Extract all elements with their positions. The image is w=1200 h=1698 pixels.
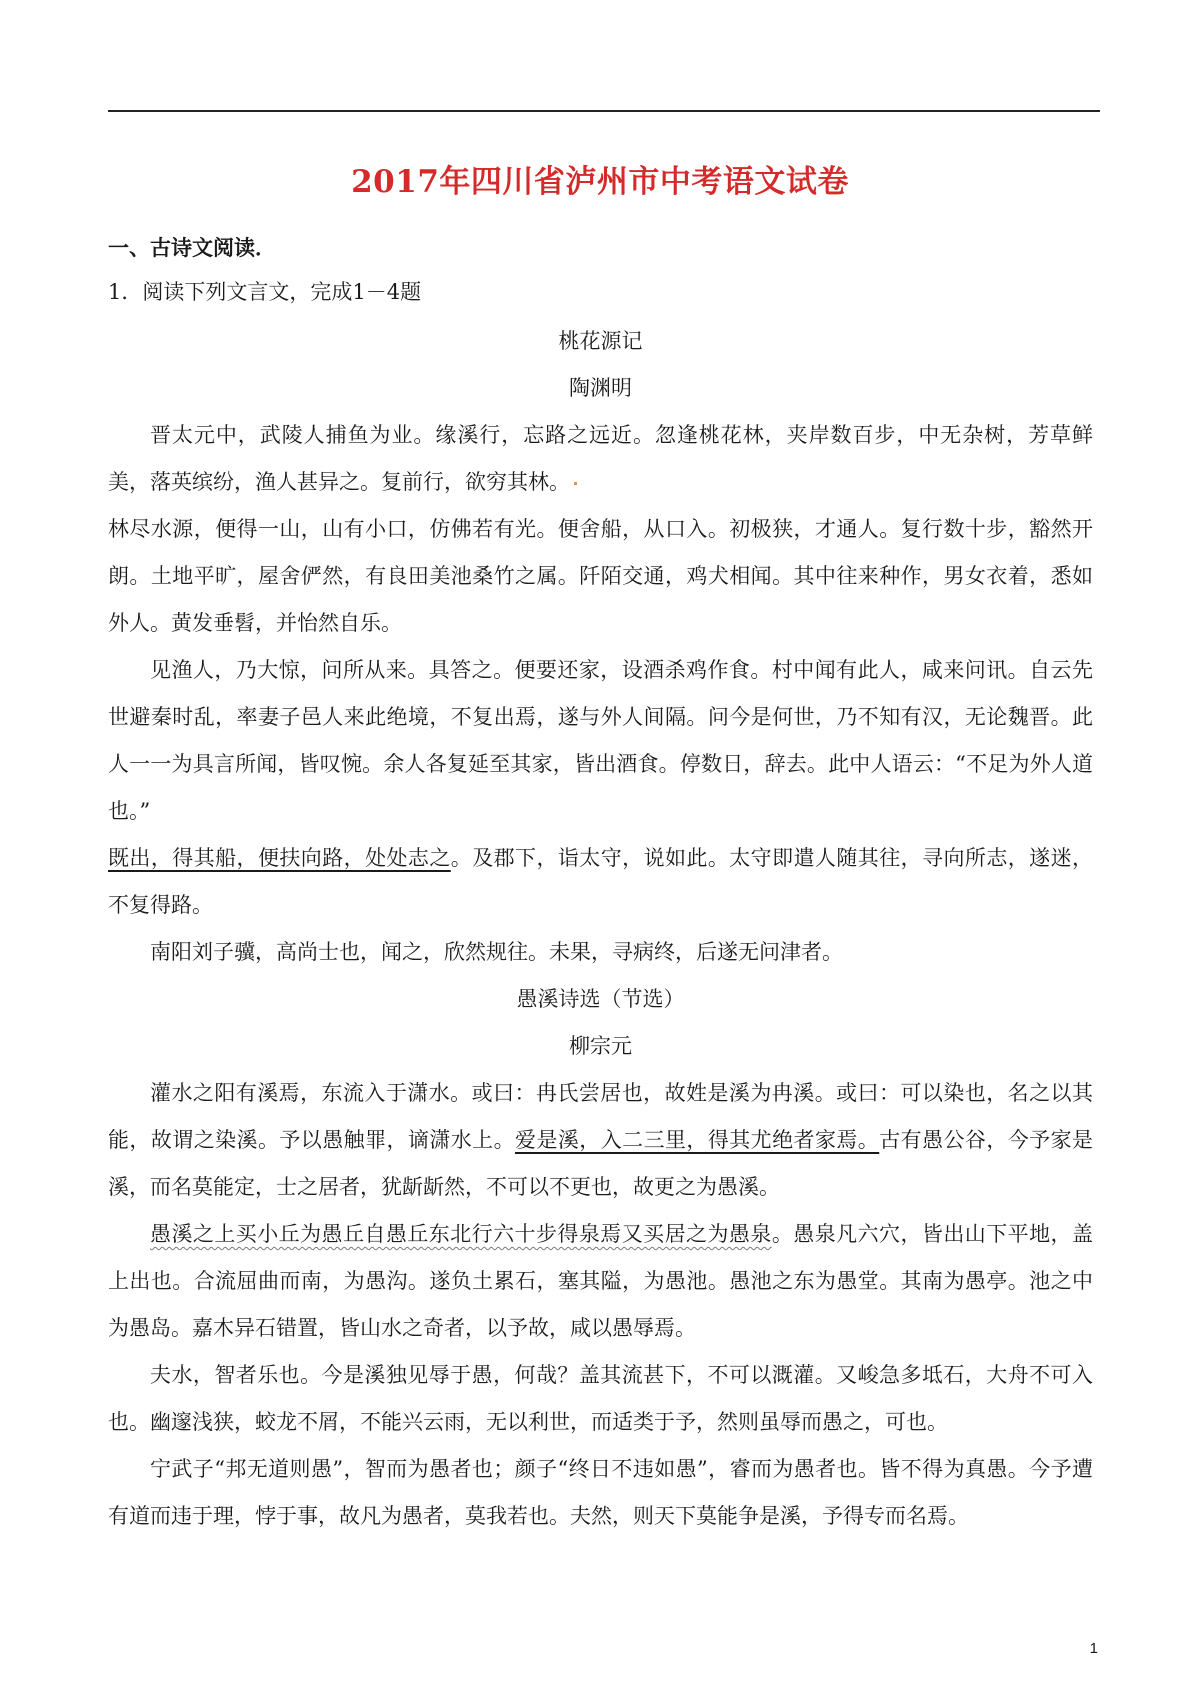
text1-paragraph-5: 南阳刘子骥，高尚士也，闻之，欣然规往。未果，寻病终，后遂无问津者。 (150, 940, 843, 964)
text2-p1-after: 古有愚公谷，今予家是溪，而名莫能定，士之居者，犹龂龂然，不可以不更也，故更之为愚溪。 (108, 1128, 1094, 1199)
text2-author: 柳宗元 (569, 1034, 632, 1058)
text1-p4-rest: 。及郡下，诣太守，说如此。太守即遣人随其往，寻向所志，遂迷，不复得路。 (108, 846, 1094, 917)
text2-p1-before: 灌水之阳有溪焉，东流入于潇水。或曰：冉氏尝居也，故姓是溪为冉溪。或曰：可以染也，名之以其能，故谓之染溪。予以愚触罪，谪潇水上。 (108, 1081, 1093, 1152)
text2-paragraph-1 (108, 1070, 1093, 1211)
underlined-sentence: 既出，得其船，便扶向路，处处志之 (108, 846, 451, 870)
text2-paragraph-2 (108, 1211, 1093, 1352)
text1-author: 陶渊明 (569, 376, 632, 400)
text2-p2-rest: 。愚泉凡六穴，皆出山下平地，盖上出也。合流屈曲而南，为愚沟。遂负土累石，塞其隘，为愚池。愚池之东为愚堂。其南为愚亭。池之中为愚岛。嘉木异石错置，皆山水之奇者，以予故，咸以愚辱焉。 (108, 1222, 1093, 1340)
wavy-underlined-sentence: 愚溪之上买小丘为愚丘自愚丘东北行六十步得泉焉又买居之为愚泉 (150, 1222, 772, 1246)
exam-title: 2017年四川省泸州市中考语文试卷 (351, 164, 849, 200)
header-rule (108, 110, 1100, 112)
underlined-sentence-2: 爱是溪，入二三里，得其尤绝者家焉。 (515, 1128, 880, 1152)
text1-paragraph-1 (108, 412, 1093, 506)
text1-title: 桃花源记 (558, 329, 643, 353)
question-intro: 1．阅读下列文言文，完成1－4题 (108, 280, 422, 304)
exam-content (108, 224, 1093, 1540)
text1-paragraph-3: 见渔人，乃大惊，问所从来。具答之。便要还家，设酒杀鸡作食。村中闻有此人，咸来问讯。自云先世避秦时乱，率妻子邑人来此绝境，不复出焉，遂与外人间隔。问今是何世，乃不知有汉，无论魏晋。此人一一为具言所闻，皆叹惋。余人各复延至其家，皆出酒食。停数日，辞去。此中人语云：“不足为外人道也。” (108, 658, 1093, 823)
page-number: 1 (1089, 1640, 1098, 1657)
text2-paragraph-3: 夫水，智者乐也。今是溪独见辱于愚，何哉？盖其流甚下，不可以溉灌。又峻急多坻石，大舟不可入也。幽邃浅狭，蛟龙不屑，不能兴云雨，无以利世，而适类于予，然则虽辱而愚之，可也。 (108, 1363, 1093, 1434)
text1-p1-text: 晋太元中，武陵人捕鱼为业。缘溪行，忘路之远近。忽逢桃花林，夹岸数百步，中无杂树，芳草鲜美，落英缤纷，渔人甚异之。复前行，欲穷其林。 (108, 423, 1093, 494)
text1-paragraph-2: 林尽水源，便得一山，山有小口，仿佛若有光。便舍船，从口入。初极狭，才通人。复行数十步，豁然开朗。土地平旷，屋舍俨然，有良田美池桑竹之属。阡陌交通，鸡犬相闻。其中往来种作，男女衣着，悉如外人。黄发垂髫，并怡然自乐。 (108, 517, 1093, 635)
text2-title: 愚溪诗选（节选） (516, 987, 685, 1011)
section-heading: 一、古诗文阅读． (108, 235, 276, 260)
text2-paragraph-4: 宁武子“邦无道则愚”，智而为愚者也；颜子“终日不违如愚”，睿而为愚者也。皆不得为真愚。今予遭有道而违于理，悖于事，故凡为愚者，莫我若也。夫然，则天下莫能争是溪，予得专而名焉。 (108, 1457, 1093, 1528)
text1-paragraph-4 (108, 835, 1093, 929)
stray-dot-mark (574, 482, 577, 485)
